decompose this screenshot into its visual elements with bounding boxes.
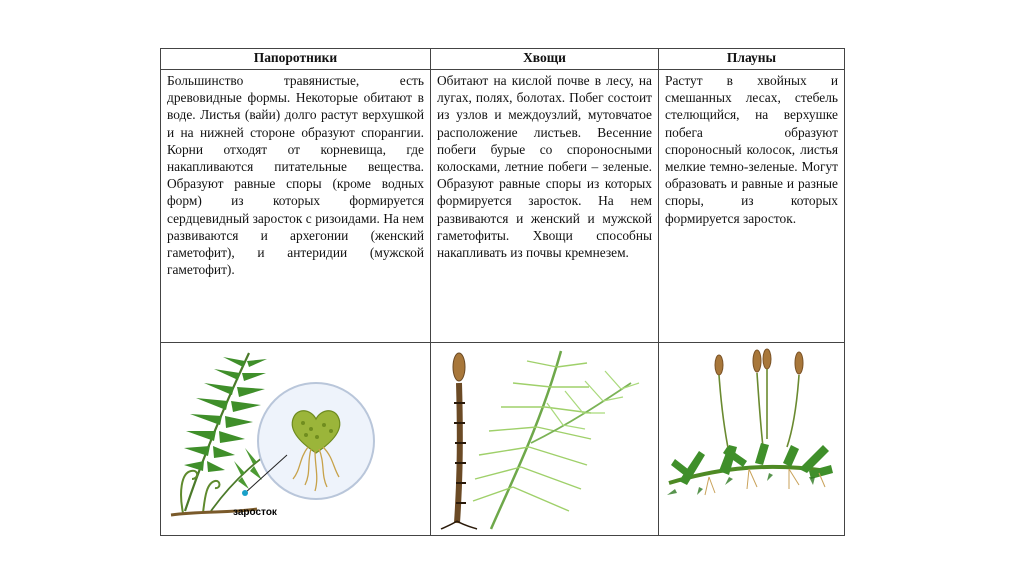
ferns-description-cell: [161, 70, 431, 343]
description-row: [161, 70, 845, 343]
fern-image-cell: [161, 343, 431, 536]
prothallus-label: заросток: [233, 507, 277, 518]
comparison-table: [160, 48, 845, 536]
clubmoss-illustration: [659, 343, 845, 531]
image-row: [161, 343, 845, 536]
clubmoss-image-cell: [659, 343, 845, 536]
header-horsetails: Хвощи: [431, 49, 659, 70]
header-clubmosses: Плауны: [659, 49, 845, 70]
fern-illustration: [161, 343, 431, 531]
ferns-description: Большинство травянистые, есть древовидные формы. Некоторые обитают в воде. Листья (вайи) долго растут верхушкой и на нижней стороне образуют спорангии. Корни отходят от корневища, где накапливаются питательные вещества. Образуют равные споры (кроме водных форм) из которых формируется сердцевидный заросток с ризоидами. На нем развиваются и архегонии (женский гаметофит), и антеридии (мужской гаметофит).: [167, 73, 424, 278]
horsetail-image-cell: [431, 343, 659, 536]
horsetails-description: Обитают на кислой почве в лесу, на лугах, полях, болотах. Побег состоит из узлов и междоузлий, мутовчатое расположение листьев. Весенние побеги бурые со спороносными колосками, летние побеги – зеленые. Образуют равные споры из которых формируется заросток. На нем развиваются и женский и мужской гаметофиты. Хвощи способны накапливать из почвы кремнезем.: [437, 73, 652, 261]
horsetails-description-cell: [431, 70, 659, 343]
clubmosses-description: Растут в хвойных и смешанных лесах, стебель стелющийся, на верхушке побега образуют спороносный колосок, листья мелкие темно-зеленые. Могут образовать и равные и разные споры, из которых формируется заросток.: [665, 73, 838, 226]
header-ferns: Папоротники: [161, 49, 431, 70]
clubmosses-description-cell: [659, 70, 845, 343]
horsetail-illustration: [431, 343, 659, 531]
header-row: [161, 49, 845, 70]
